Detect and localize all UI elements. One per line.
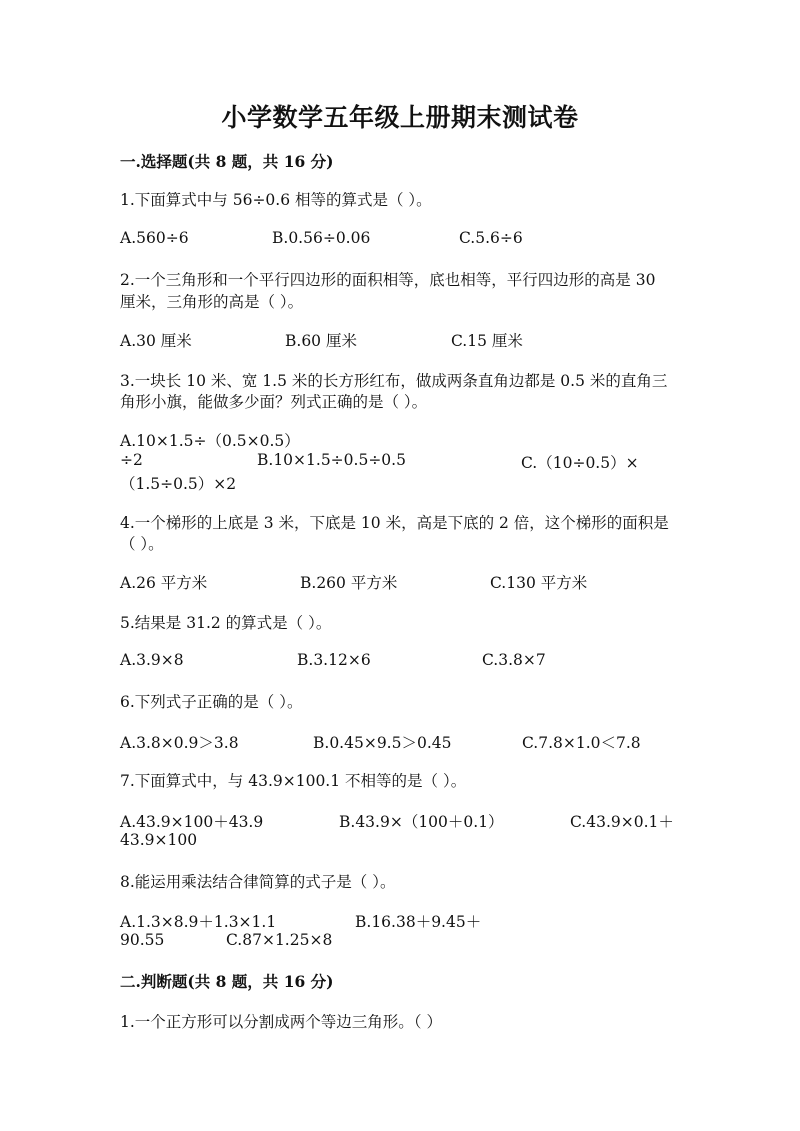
question-1-option-c: C.5.6÷6 — [459, 229, 523, 247]
question-8-option-a: A.1.3×8.9＋1.3×1.1 — [120, 913, 277, 931]
question-4-option-a: A.26 平方米 — [120, 574, 208, 592]
question-5-option-c: C.3.8×7 — [482, 651, 546, 669]
question-2-option-b: B.60 厘米 — [285, 332, 357, 350]
question-2-stem-line-1: 2.一个三角形和一个平行四边形的面积相等，底也相等，平行四边形的高是 30 — [120, 271, 656, 289]
question-8-option-c: C.87×1.25×8 — [226, 931, 333, 949]
question-6-option-b: B.0.45×9.5＞0.45 — [313, 734, 452, 752]
question-6-stem: 6.下列式子正确的是（ ）。 — [120, 693, 303, 711]
question-8-option-b-line-2: 90.55 — [120, 931, 165, 949]
question-7-option-c-line-1: C.43.9×0.1＋ — [570, 813, 674, 831]
question-4-option-c: C.130 平方米 — [490, 574, 588, 592]
question-3-option-a-line-2: ÷2 — [120, 451, 143, 469]
question-7-option-b: B.43.9×（100＋0.1） — [339, 813, 504, 831]
question-3-stem-line-2: 角形小旗，能做多少面？列式正确的是（ ）。 — [120, 393, 428, 411]
question-2-option-a: A.30 厘米 — [120, 332, 192, 350]
question-6-option-c: C.7.8×1.0＜7.8 — [522, 734, 641, 752]
question-7-stem: 7.下面算式中，与 43.9×100.1 不相等的是（ ）。 — [120, 772, 467, 790]
page-title: 小学数学五年级上册期末测试卷 — [221, 103, 579, 132]
question-6-option-a: A.3.8×0.9＞3.8 — [120, 734, 239, 752]
question-7-option-a: A.43.9×100＋43.9 — [120, 813, 264, 831]
question-3-option-a-line-1: A.10×1.5÷（0.5×0.5） — [120, 432, 300, 450]
question-1-option-b: B.0.56÷0.06 — [272, 229, 371, 247]
question-8-option-b-line-1: B.16.38＋9.45＋ — [355, 913, 482, 931]
question-3-option-b: B.10×1.5÷0.5÷0.5 — [257, 451, 406, 469]
question-4-option-b: B.260 平方米 — [300, 574, 398, 592]
section-heading-choice: 一.选择题(共 8 题，共 16 分) — [120, 152, 334, 171]
question-5-option-a: A.3.9×8 — [120, 651, 184, 669]
question-5-stem: 5.结果是 31.2 的算式是（ ）。 — [120, 614, 332, 632]
question-2-option-c: C.15 厘米 — [451, 332, 523, 350]
question-2-stem-line-2: 厘米，三角形的高是（ ）。 — [120, 293, 304, 311]
question-1-option-a: A.560÷6 — [120, 229, 189, 247]
section-heading-judgement: 二.判断题(共 8 题，共 16 分) — [120, 972, 334, 991]
question-3-stem-line-1: 3.一块长 10 米、宽 1.5 米的长方形红布，做成两条直角边都是 0.5 米的直角三 — [120, 372, 668, 390]
question-7-option-c-line-2: 43.9×100 — [120, 831, 198, 849]
question-3-option-c-line-1: C.（10÷0.5）× — [521, 454, 639, 472]
question-4-stem-line-1: 4.一个梯形的上底是 3 米，下底是 10 米，高是下底的 2 倍，这个梯形的面积是 — [120, 514, 669, 532]
question-3-option-c-line-2: （1.5÷0.5）×2 — [120, 475, 237, 493]
question-1-stem: 1.下面算式中与 56÷0.6 相等的算式是（ ）。 — [120, 191, 432, 209]
judgement-1-stem: 1.一个正方形可以分割成两个等边三角形。（ ） — [120, 1013, 442, 1031]
question-5-option-b: B.3.12×6 — [297, 651, 371, 669]
question-8-stem: 8.能运用乘法结合律简算的式子是（ ）。 — [120, 873, 396, 891]
question-4-stem-line-2: （ ）。 — [120, 535, 164, 553]
